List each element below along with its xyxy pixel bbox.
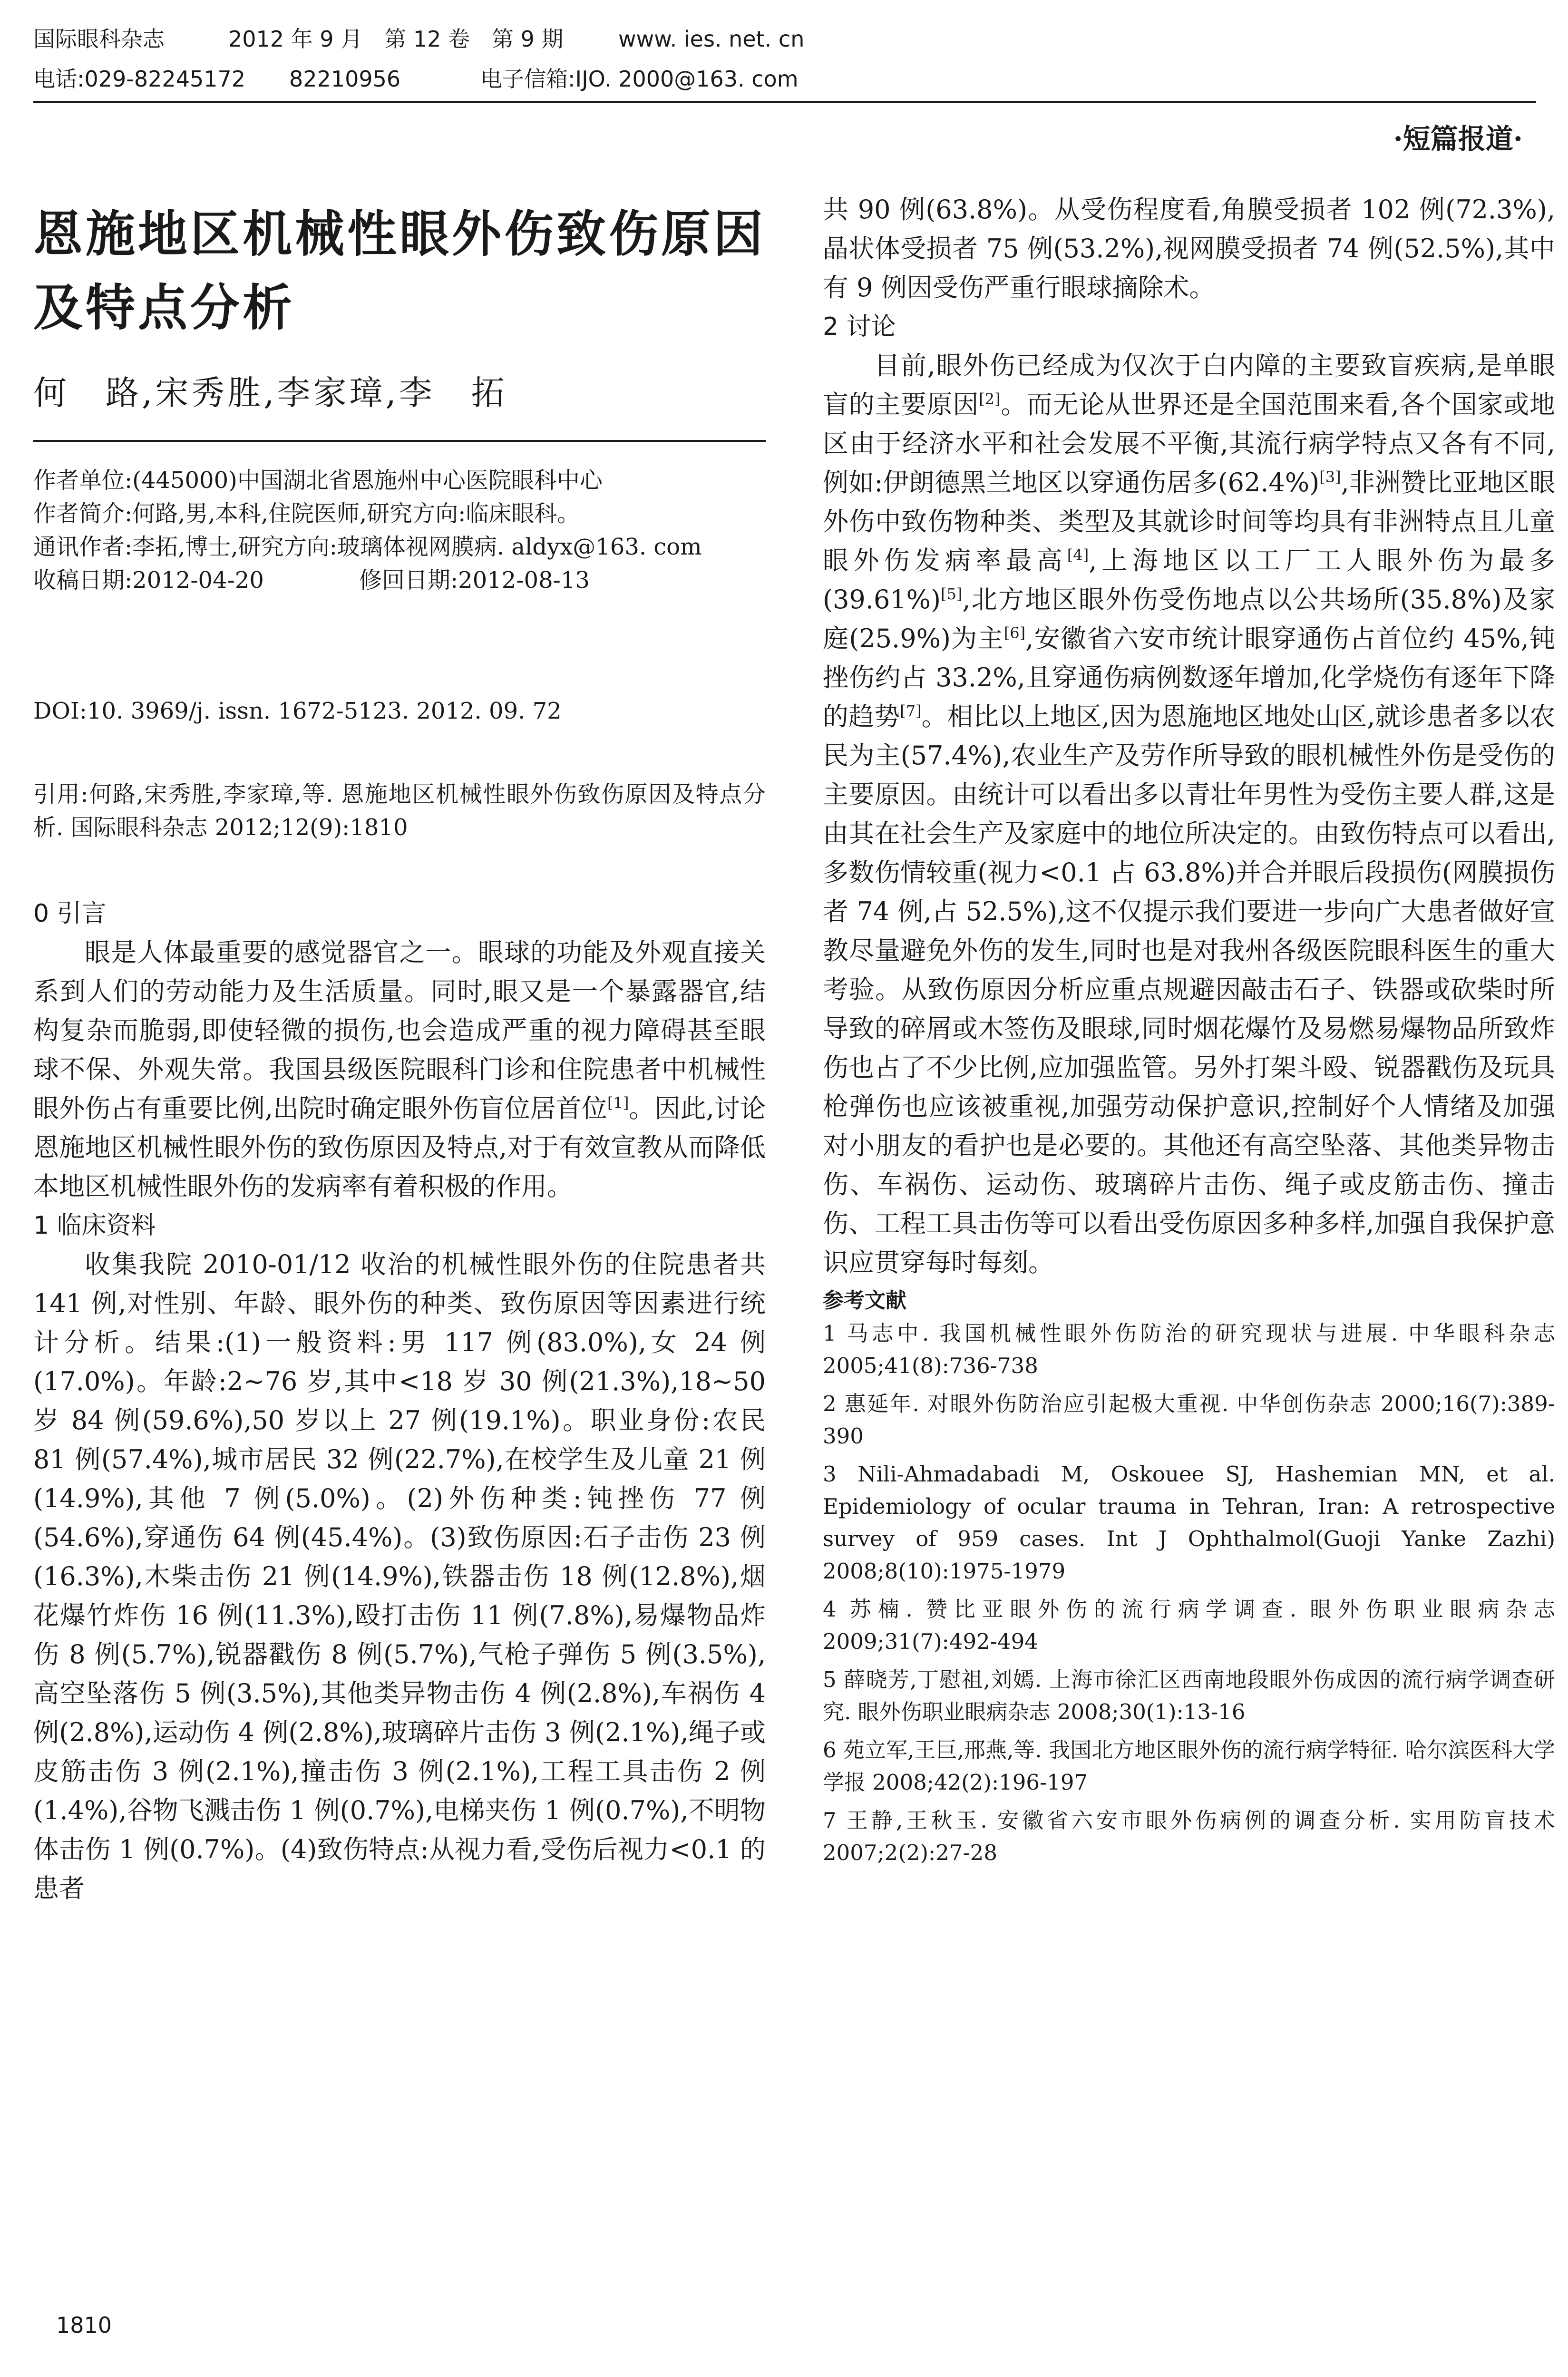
doi-block [33,694,766,728]
citation-6: [6] [1003,624,1026,642]
journal-email: 电子信箱:IJO. 2000@163. com [480,66,799,92]
clinical-heading: 1 临床资料 [33,1211,156,1240]
section-tag: ·短篇报道· [1393,123,1523,155]
disc-text-b: 。而无论从世界还是全国范围来看,各个国家或地区由于经济水平和社会发展不平衡,其流行病学特点又各有不同,例如:伊朗德黑兰地区以穿通伤居多(62.4%) [823,390,1556,497]
clinical-paragraph: 收集我院 2010-01/12 收治的机械性眼外伤的住院患者共 141 例,对性别、年龄、眼外伤的种类、致伤原因等因素进行统计分析。结果:(1)一般资料:男 117 例(83.0%),女 24 例(17.0%)。年龄:2~76 岁,其中<18 岁 30 例(21.3%),18~50 岁 84 例(59.6%),50 岁以上 27 例(19.1%)。职业身份:农民 81 例(57.4%),城市居民 32 例(22.7%),在校学生及儿童 21 例(14.9%),其他 7 例(5.0%)。(2)外伤种类:钝挫伤 77 例(54.6%),穿通伤 64 例(45.4%)。(3)致伤原因:石子击伤 23 例(16.3%),木柴击伤 21 例(14.9%),铁器击伤 18 例(12.8%),烟花爆竹炸伤 16 例(11.3%),殴打击伤 11 例(7.8%),易爆物品炸伤 8 例(5.7%),锐器戳伤 8 例(5.7%),气枪子弹伤 5 例(3.5%),高空坠落伤 5 例(3.5%),其他类异物击伤 4 例(2.8%),车祸伤 4 例(2.8%),运动伤 4 例(2.8%),玻璃碎片击伤 3 例(2.1%),绳子或皮筋击伤 3 例(2.1%),撞击伤 3 例(2.1%),工程工具击伤 2 例(1.4%),谷物飞溅击伤 1 例(0.7%),电梯夹伤 1 例(0.7%),不明物体击伤 1 例(0.7%)。(4)致伤特点:从视力看,受伤后视力<0.1 的患者 [33,1249,766,1903]
disc-text-f: ,安徽省六安市统计眼穿通伤占首位约 45%,钝挫伤约占 33.2%,且穿通伤病例数逐年增加,化学烧伤有逐年下降的趋势 [823,623,1555,731]
results-continued: 共 90 例(63.8%)。从受伤程度看,角膜受损者 102 例(72.3%),晶状体受损者 75 例(53.2%),视网膜受损者 74 例(52.5%),其中有 9 例因受伤严重行眼球摘除术。 [823,195,1555,302]
intro-heading: 0 引言 [33,899,107,928]
reference-item: 2 惠延年. 对眼外伤防治应引起极大重视. 中华创伤杂志 2000;16(7):389-390 [823,1391,1555,1449]
intro-text-b: 。因此,讨论恩施地区机械性眼外伤的致伤原因及特点,对于有效宣教从而降低本地区机械性眼外伤的发病率有着积极的作用。 [33,1093,766,1201]
disc-text-d: ,上海地区以工厂工人眼外伤为最多(39.61%) [823,546,1556,614]
citation-4: [4] [1067,546,1089,564]
reference-item: 7 王静,王秋玉. 安徽省六安市眼外伤病例的调查分析. 实用防盲技术 2007;2(2):27-28 [823,1808,1555,1865]
citation-3: [3] [1319,468,1341,486]
discussion-heading: 2 讨论 [823,312,896,341]
author-intro: 作者简介:何路,男,本科,住院医师,研究方向:临床眼科。 [33,500,580,527]
references-list [823,1317,1555,1869]
received-date: 收稿日期:2012-04-20 [33,567,264,594]
journal-website: www. ies. net. cn [618,26,805,52]
citation: 引用:何路,宋秀胜,李家璋,等. 恩施地区机械性眼外伤致伤原因及特点分析. 国际眼科杂志 2012;12(9):1810 [33,781,766,841]
right-column-body [823,190,1555,1875]
intro-paragraph [33,933,766,1206]
reference-item: 5 薛晓芳,丁慰祖,刘嫣. 上海市徐汇区西南地段眼外伤成因的流行病学调查研究. 眼外伤职业眼病杂志 2008;30(1):13-16 [823,1667,1555,1724]
header-row-1 [33,19,1536,59]
dates-row [33,564,766,597]
citation-7: [7] [900,702,922,720]
affiliation: 作者单位:(445000)中国湖北省恩施州中心医院眼科中心 [33,467,603,494]
citation-block [33,778,766,844]
article-authors: 何 路,宋秀胜,李家璋,李 拓 [33,373,507,412]
revised-date: 修回日期:2012-08-13 [359,567,590,594]
disc-text-a: 目前,眼外伤已经成为仅次于白内障的主要致盲疾病,是单眼盲的主要原因 [823,351,1555,419]
header-row-2 [33,59,1536,99]
article-title: 恩施地区机械性眼外伤致伤原因及特点分析 [33,205,766,337]
left-column-body [33,894,766,1908]
references-heading: 参考文献 [823,1288,906,1313]
discussion-paragraph [823,346,1555,1282]
intro-text-a: 眼是人体最重要的感觉器官之一。眼球的功能及外观直接关系到人们的劳动能力及生活质量。同时,眼又是一个暴露器官,结构复杂而脆弱,即使轻微的损伤,也会造成严重的视力障碍甚至眼球不保、外观失常。我国县级医院眼科门诊和住院患者中机械性眼外伤占有重要比例,出院时确定眼外伤盲位居首位 [33,937,766,1123]
header-rule [33,101,1536,103]
reference-item: 4 苏楠. 赞比亚眼外伤的流行病学调查. 眼外伤职业眼病杂志 2009;31(7):492-494 [823,1597,1555,1654]
citation-5: [5] [941,585,963,603]
page-number: 1810 [56,2312,112,2338]
doi: DOI:10. 3969/j. issn. 1672-5123. 2012. 09. 72 [33,698,562,724]
disc-text-e: ,北方地区眼外伤受伤地点以公共场所(35.8%)及家庭(25.9%)为主 [823,585,1555,653]
correspondence: 通讯作者:李拓,博士,研究方向:玻璃体视网膜病. aldyx@163. com [33,534,702,560]
article-meta [33,464,766,597]
reference-item: 1 马志中. 我国机械性眼外伤防治的研究现状与进展. 中华眼科杂志 2005;41(8):736-738 [823,1321,1555,1378]
journal-name: 国际眼科杂志 [33,26,165,52]
journal-phone: 电话:029-82245172 82210956 [33,66,401,92]
issue-info: 2012 年 9 月 第 12 卷 第 9 期 [228,26,564,52]
reference-item: 3 Nili-Ahmadabadi M, Oskouee SJ, Hashemian MN, et al. Epidemiology of ocular trauma in Tehran, Iran: A retrospective survey of 959 cases. Int J Ophthalmol(Guoji Yanke Zazhi) 2008;8(10):1975-1979 [823,1461,1555,1584]
citation-1: [1] [607,1094,629,1112]
disc-text-c: ,非洲赞比亚地区眼外伤中致伤物种类、类型及其就诊时间等均具有非洲特点且儿童眼外伤发病率最高 [823,468,1555,575]
disc-text-g: 。相比以上地区,因为恩施地区地处山区,就诊患者多以农民为主(57.4%),农业生产及劳作所导致的眼机械性外伤是受伤的主要原因。由统计可以看出多以青壮年男性为受伤主要人群,这是由其在社会生产及家庭中的地位所决定的。由致伤特点可以看出,多数伤情较重(视力<0.1 占 63.8%)并合并眼后段损伤(网膜损伤者 74 例,占 52.5%),这不仅提示我们要进一步向广大患者做好宣教尽量避免外伤的发生,同时也是对我州各级医院眼科医生的重大考验。从致伤原因分析应重点规避因敲击石子、铁器或砍柴时所导致的碎屑或木签伤及眼球,同时烟花爆竹及易燃易爆物品所致炸伤也占了不少比例,应加强监管。另外打架斗殴、锐器戳伤及玩具枪弹伤也应该被重视,加强劳动保护意识,控制好个人情绪及加强对小朋友的看护也是必要的。其他还有高空坠落、其他类异物击伤、车祸伤、运动伤、玻璃碎片击伤、绳子或皮筋击伤、撞击伤、工程工具击伤等可以看出受伤原因多种多样,加强自我保护意识应贯穿每时每刻。 [823,701,1556,1277]
citation-2: [2] [979,390,1001,408]
author-rule [33,440,766,442]
running-header [33,19,1536,99]
reference-item: 6 苑立军,王巨,邢燕,等. 我国北方地区眼外伤的流行病学特征. 哈尔滨医科大学学报 2008;42(2):196-197 [823,1737,1555,1795]
